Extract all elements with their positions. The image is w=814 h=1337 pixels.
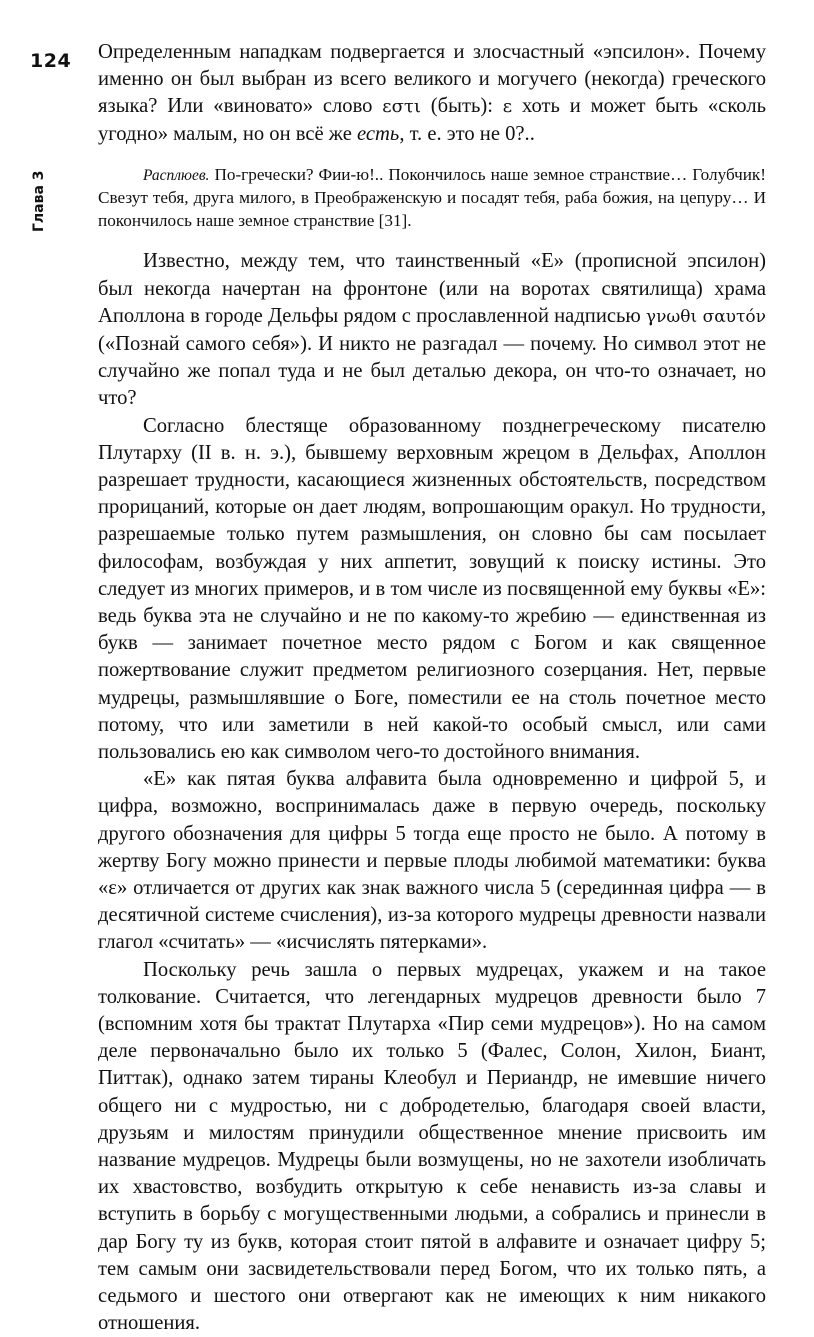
page-body [98,39,766,1337]
greek-inscription: γνωθι σαυτόν [645,306,766,327]
paragraph-2: Известно, между тем, что таинственный «Е» (прописной эпсилон) был некогда начертан на фронтоне (или на воротах святилища) храма Аполлона в городе Дельфы рядом с прославленной надписью γνωθι σαυτόν («Познай самого себя»). И никто не разгадал — почему. Но символ этот не случайно же попал туда и не был деталью декора, он что-то означает, но что? [98,250,766,410]
page-number: 124 [30,50,72,72]
paragraph-1: Определенным нападкам подвергается и злосчастный «эпсилон». Почему именно он был выбран из всего великого и могучего (некогда) греческого языка? Или «виновато» слово εστι (быть): ε хоть и может быть «сколь угодно» малым, но он всё же есть, т. е. это не 0?.. [98,41,766,145]
paragraph-3: Согласно блестяще образованному позднегреческому писателю Плутарху (II в. н. э.), бывшему верховным жрецом в Дельфах, Аполлон разрешает трудности, касающиеся жизненных обстоятельств, посредством прорицаний, которые он дает людям, вопрошающим оракул. Но трудности, разрешаемые только путем размышления, он словно бы сам посылает философам, возбуждая у них аппетит, зовущий к поиску истины. Это следует из многих примеров, и в том числе из посвященной ему буквы «Е»: ведь буква эта не случайно и не по какому-то жребию — единственная из букв — занимает почетное место рядом с Богом и как священное пожертвование служит предметом религиозного созерцания. Нет, первые мудрецы, размышлявшие о Боге, поместили ее на столь почетное место потому, что или заметили в ней какой-то особый смысл, или сами пользовались ею как символом чего-то достойного внимания. [98,414,766,763]
paragraph-5: Поскольку речь зашла о первых мудрецах, укажем и на такое толкование. Считается, что легендарных мудрецов древности было 7 (вспомним хотя бы трактат Плутарха «Пир семи мудрецов»). Но на самом деле первоначально было их только 5 (Фалес, Солон, Хилон, Биант, Питтак), однако затем тираны Клеобул и Периандр, не имевшие ничего общего ни с мудростью, ни с добродетелью, благодаря своей власти, друзьям и милостям принудили общественное мнение присвоить им название мудрецов. Мудрецы были возмущены, но не захотели изобличать их хвастовство, возбудить открытую к себе ненависть из-за славы и вступить в борьбу с могущественными людьми, а собрались и принесли в дар Богу ту из букв, которая стоит пятой в алфавите и означает цифру 5; тем самым они засвидетельствовали перед Богом, что их только пять, а седьмого и шестого они отвергают как не имеющих к ним никакого отношения. [98,958,766,1335]
chapter-label-text: Глава 3 [31,170,47,232]
italic-word: есть [357,122,400,145]
greek-word: εστι [382,96,421,118]
chapter-label [31,152,51,232]
epigraph-quote [98,164,766,233]
quote-speaker: Расплюев. [143,166,210,184]
quote-text: По-гречески? Фии-ю!.. Покончилось наше земное странствие… Голубчик! Свезут тебя, друга милого, в Преображенскую и посадят тебя, раба божия, на цепуру… И покончилось наше земное странствие [31]. [98,164,766,230]
paragraph-4: «Е» как пятая буква алфавита была одновременно и цифрой 5, и цифра, возможно, воспринималась даже в первую очередь, поскольку другого обозначения для цифры 5 тогда еще просто не было. А потому в жертву Богу можно принести и первые плоды любимой математики: буква «ε» отличается от других как знак важного числа 5 (серединная цифра — в десятичной системе счисления), из-за которого мудрецы древности назвали глагол «считать» — «исчислять пятерками». [98,768,766,954]
greek-letter: ε [502,96,513,118]
